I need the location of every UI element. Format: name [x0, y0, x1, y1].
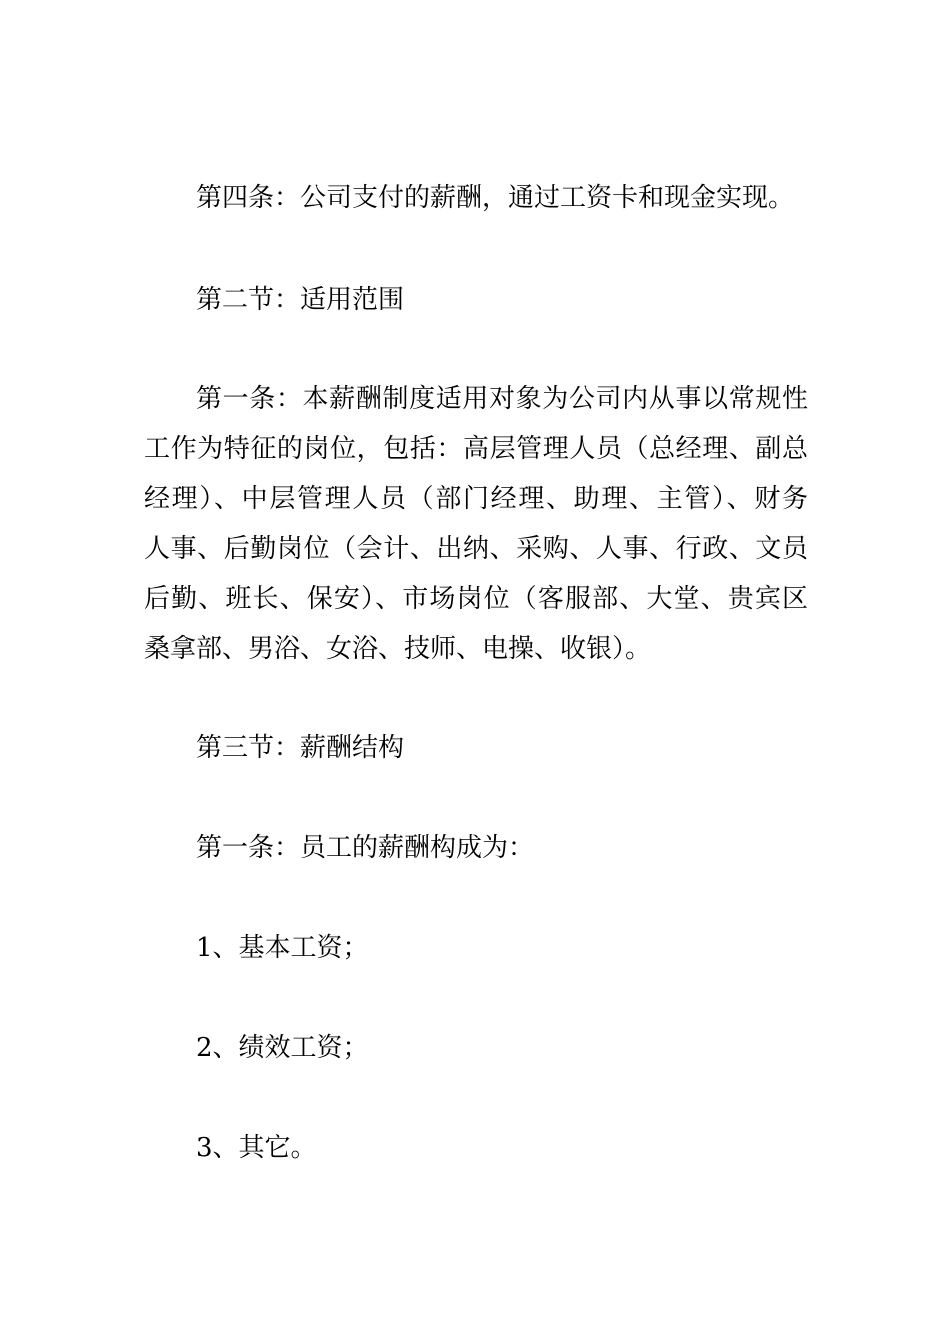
list-item-3: 3、其它。	[196, 1133, 317, 1163]
article-4-paragraph: 第四条：公司支付的薪酬，通过工资卡和现金实现。	[196, 183, 795, 213]
section-2-article-1-line-3: 经理）、中层管理人员（部门经理、助理、主管）、财务	[144, 484, 808, 514]
section-2-article-1-line-1: 第一条：本薪酬制度适用对象为公司内从事以常规性	[196, 384, 808, 414]
list-item-2: 2、绩效工资；	[196, 1033, 369, 1063]
section-2-article-1-line-2: 工作为特征的岗位，包括：高层管理人员（总经理、副总	[144, 434, 808, 464]
section-2-heading: 第二节：适用范围	[196, 285, 405, 315]
section-3-article-1: 第一条：员工的薪酬构成为：	[196, 833, 535, 863]
section-2-article-1-line-6: 桑拿部、男浴、女浴、技师、电操、收银）。	[144, 634, 652, 664]
section-2-article-1-line-5: 后勤、班长、保安）、市场岗位（客服部、大堂、贵宾区	[144, 584, 808, 614]
section-3-heading: 第三节：薪酬结构	[196, 733, 405, 763]
list-item-1: 1、基本工资；	[196, 933, 369, 963]
section-2-article-1-line-4: 人事、后勤岗位（会计、出纳、采购、人事、行政、文员	[144, 534, 808, 564]
